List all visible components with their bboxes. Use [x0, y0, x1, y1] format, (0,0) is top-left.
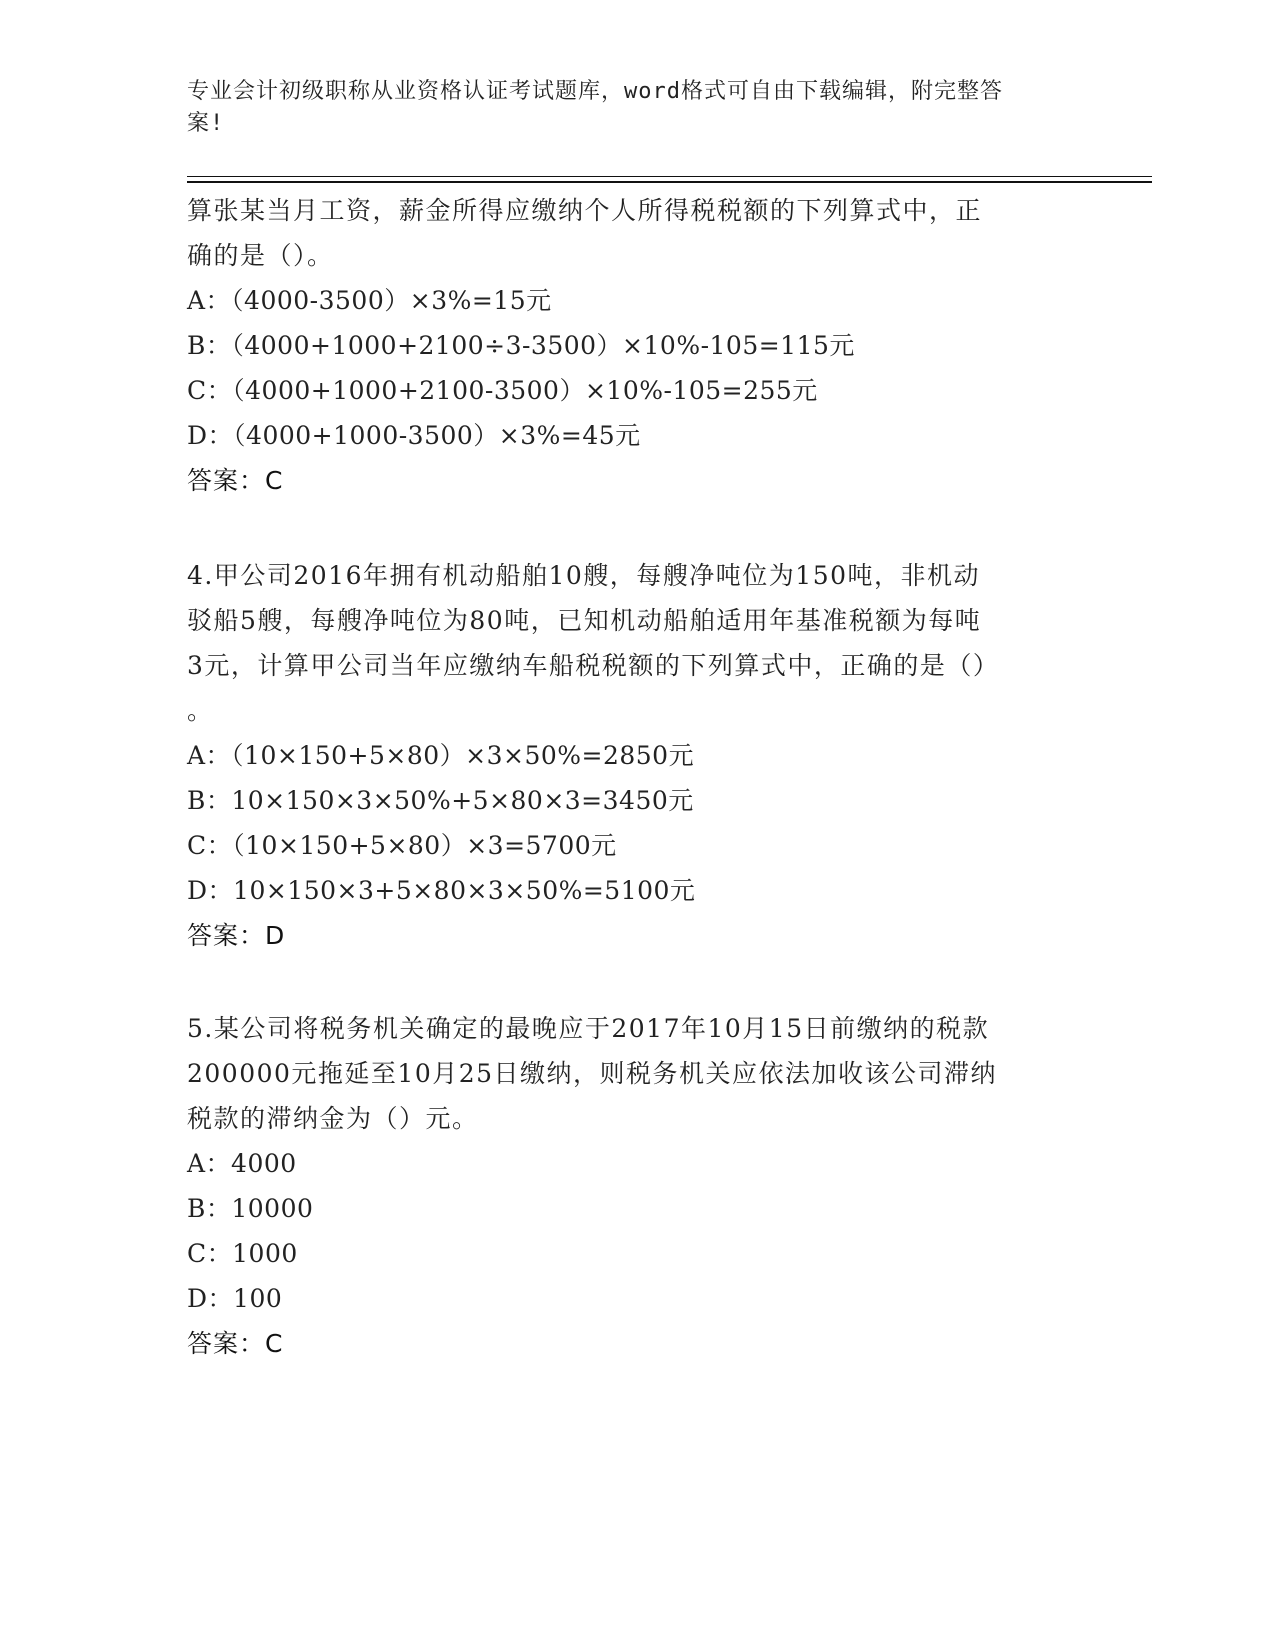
answer-line: 答案：C — [187, 466, 284, 495]
header-rule-thick — [187, 181, 1152, 183]
question-stem — [187, 1006, 1087, 1141]
question-stem — [187, 553, 1087, 733]
option-b: B：10000 — [187, 1194, 314, 1223]
option-c: C：（4000+1000+2100-3500）×10%-105=255元 — [187, 376, 818, 405]
option-a: A：4000 — [187, 1149, 297, 1178]
stem-line: 4.甲公司2016年拥有机动船舶10艘，每艘净吨位为150吨，非机动 — [187, 561, 981, 590]
question-5 — [187, 1006, 1087, 1366]
stem-line: 3元，计算甲公司当年应缴纳车船税税额的下列算式中，正确的是（） — [187, 651, 1000, 680]
stem-line: 200000元拖延至10月25日缴纳，则税务机关应依法加收该公司滞纳 — [187, 1059, 998, 1088]
stem-line: 税款的滞纳金为（）元。 — [187, 1104, 479, 1133]
option-c: C：（10×150+5×80）×3=5700元 — [187, 831, 617, 860]
option-d: D：10×150×3+5×80×3×50%=5100元 — [187, 876, 696, 905]
option-a: A：（10×150+5×80）×3×50%=2850元 — [187, 741, 695, 770]
option-b: B：（4000+1000+2100÷3-3500）×10%-105=115元 — [187, 331, 855, 360]
stem-line: 驳船5艘，每艘净吨位为80吨，已知机动船舶适用年基准税额为每吨 — [187, 606, 982, 635]
header-line-1: 专业会计初级职称从业资格认证考试题库，word格式可自由下载编辑，附完整答 — [187, 79, 1003, 104]
answer-line: 答案：D — [187, 921, 286, 950]
header-rule-thin — [187, 176, 1152, 177]
option-b: B：10×150×3×50%+5×80×3=3450元 — [187, 786, 694, 815]
option-d: D：（4000+1000-3500）×3%=45元 — [187, 421, 641, 450]
option-d: D：100 — [187, 1284, 283, 1313]
header-line-2: 案! — [187, 111, 225, 136]
stem-line: 算张某当月工资，薪金所得应缴纳个人所得税税额的下列算式中，正 — [187, 196, 983, 225]
document-header — [187, 76, 1067, 140]
question-3 — [187, 188, 1087, 503]
option-a: A：（4000-3500）×3%=15元 — [187, 286, 552, 315]
question-4 — [187, 553, 1087, 958]
answer-line: 答案：C — [187, 1329, 284, 1358]
stem-line: 。 — [187, 696, 214, 725]
option-c: C：1000 — [187, 1239, 298, 1268]
question-stem — [187, 188, 1087, 278]
stem-line: 5.某公司将税务机关确定的最晚应于2017年10月15日前缴纳的税款 — [187, 1014, 990, 1043]
stem-line: 确的是（）。 — [187, 241, 334, 270]
